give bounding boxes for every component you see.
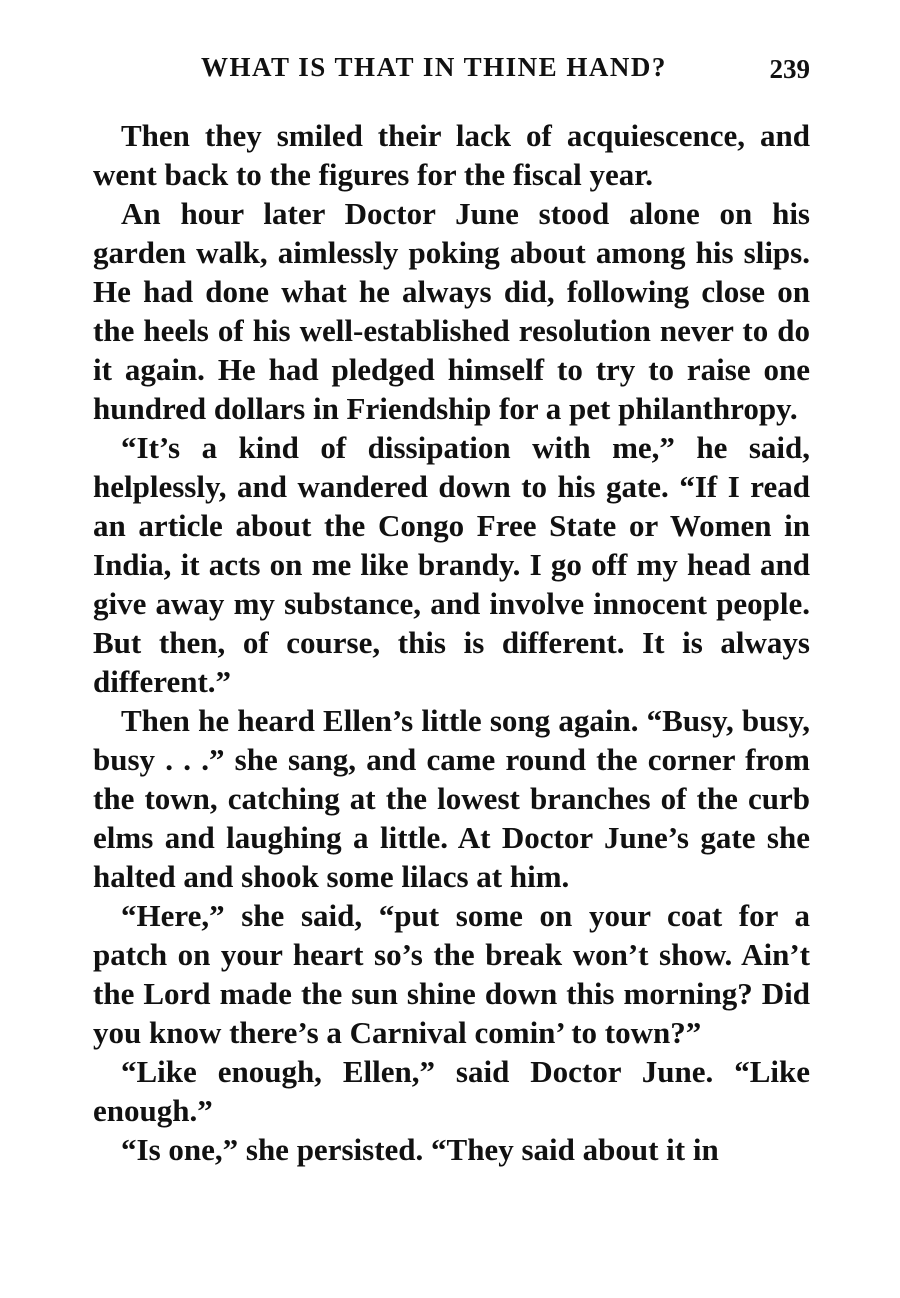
page-header (93, 52, 810, 92)
paragraph: “It’s a kind of dissipation with me,” he said, helplessly, and wandered down to his gate. “If I read an article about the Congo Free State or Women in India, it acts on me like brandy. I go off my head and give away my substance, and involve innocent people. But then, of course, this is different. It is always different.” (93, 430, 810, 699)
paragraph: “Is one,” she persisted. “They said about it in (121, 1132, 719, 1167)
body-text (93, 116, 810, 1169)
page-number: 239 (769, 54, 810, 84)
running-title: WHAT IS THAT IN THINE HAND? (201, 52, 667, 82)
paragraph: “Like enough, Ellen,” said Doctor June. “Like enough.” (93, 1054, 810, 1128)
paragraph: An hour later Doctor June stood alone on his garden walk, aimlessly poking about among his slips. He had done what he always did, following close on the heels of his well-established resolution never to do it again. He had pledged himself to try to raise one hundred dollars in Friendship for a pet philanthropy. (93, 196, 810, 426)
paragraph: “Here,” she said, “put some on your coat for a patch on your heart so’s the break won’t show. Ain’t the Lord made the sun shine down this morning? Did you know there’s a Carnival comin’ to town?” (93, 898, 810, 1050)
paragraph: Then he heard Ellen’s little song again. “Busy, busy, busy . . .” she sang, and came round the corner from the town, catching at the lowest branches of the curb elms and laughing a little. At Doctor June’s gate she halted and shook some lilacs at him. (93, 703, 810, 894)
paragraph: Then they smiled their lack of acquiescence, and went back to the figures for the fiscal year. (93, 118, 810, 192)
